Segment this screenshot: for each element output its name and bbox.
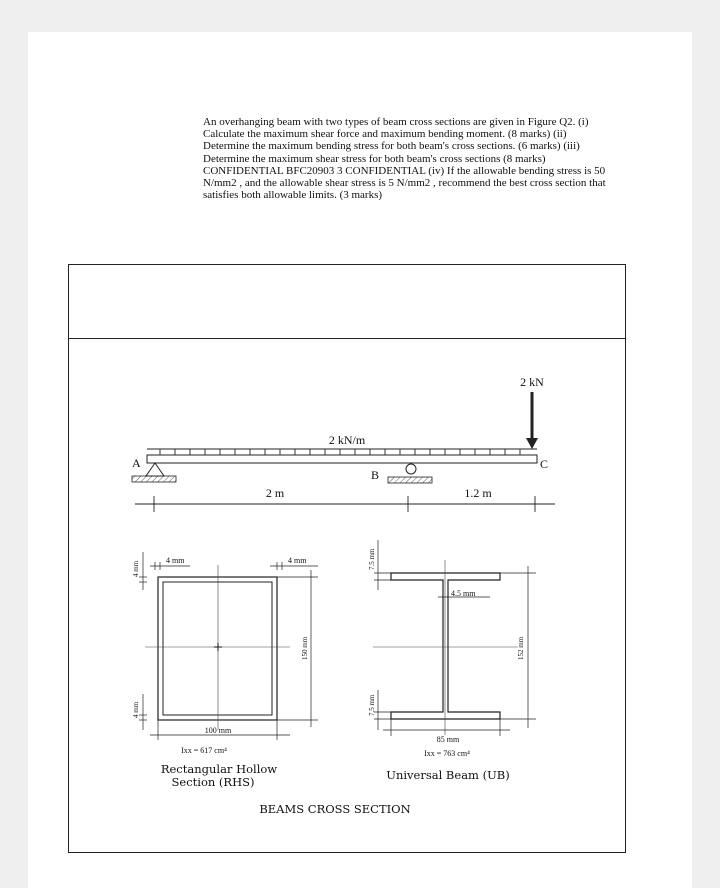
- ub-web: 4.5 mm: [451, 589, 476, 598]
- beam-member: [147, 455, 537, 463]
- ub-section: [368, 540, 536, 782]
- rhs-thickness-top: 4 mm: [166, 556, 185, 565]
- label-a: A: [132, 456, 141, 470]
- rhs-thickness-side: 4 mm: [288, 556, 307, 565]
- support-b-roller: [388, 464, 432, 483]
- udl-label: 2 kN/m: [328, 433, 366, 447]
- beam-elevation: [132, 375, 555, 512]
- rhs-thickness-left-top: 4 mm: [132, 560, 140, 577]
- rhs-height: 150 mm: [301, 636, 309, 660]
- ub-height: 152 mm: [517, 636, 525, 660]
- rhs-thickness-left-bottom: 4 mm: [132, 701, 140, 718]
- label-c: C: [540, 457, 549, 471]
- rhs-section: [132, 552, 318, 789]
- rhs-caption-line1: Rectangular Hollow: [160, 762, 278, 776]
- rhs-width: 100 mm: [204, 726, 232, 735]
- figure-title: BEAMS CROSS SECTION: [259, 802, 411, 816]
- ub-ixx: Ixx = 763 cm⁴: [424, 749, 470, 758]
- span-bc-label: 1.2 m: [464, 486, 492, 500]
- point-load-label: 2 kN: [520, 375, 544, 389]
- label-b: B: [371, 468, 380, 482]
- udl-arrows: [147, 449, 537, 455]
- rhs-ixx: Ixx = 617 cm⁴: [181, 746, 227, 755]
- span-ab-label: 2 m: [265, 486, 285, 500]
- question-text: An overhanging beam with two types of beam cross sections are given in Figure Q2. (i) Calculate the maximum shear force and maximum bending moment. (8 marks) (ii) Determine the maximum bending stress for both beam's cross sections. (6 marks) (iii) Determine the maximum shear stress for both beam's cross sections (8 marks) CONFIDENTIAL BFC20903 3 CONFIDENTIAL (iv) If the allowable bending stress is 50 N/mm2 , and the allowable shear stress is 5 N/mm2 , recommend the best cross section that satisfies both allowable limits. (3 marks): [203, 116, 606, 202]
- rhs-caption-line2: Section (RHS): [171, 775, 255, 789]
- ub-flange-top: 7.5 mm: [368, 548, 376, 570]
- ub-width: 85 mm: [436, 735, 460, 744]
- span-dimension: [135, 496, 555, 512]
- ub-caption: Universal Beam (UB): [386, 768, 510, 782]
- ub-flange-bottom: 7.5 mm: [368, 694, 376, 716]
